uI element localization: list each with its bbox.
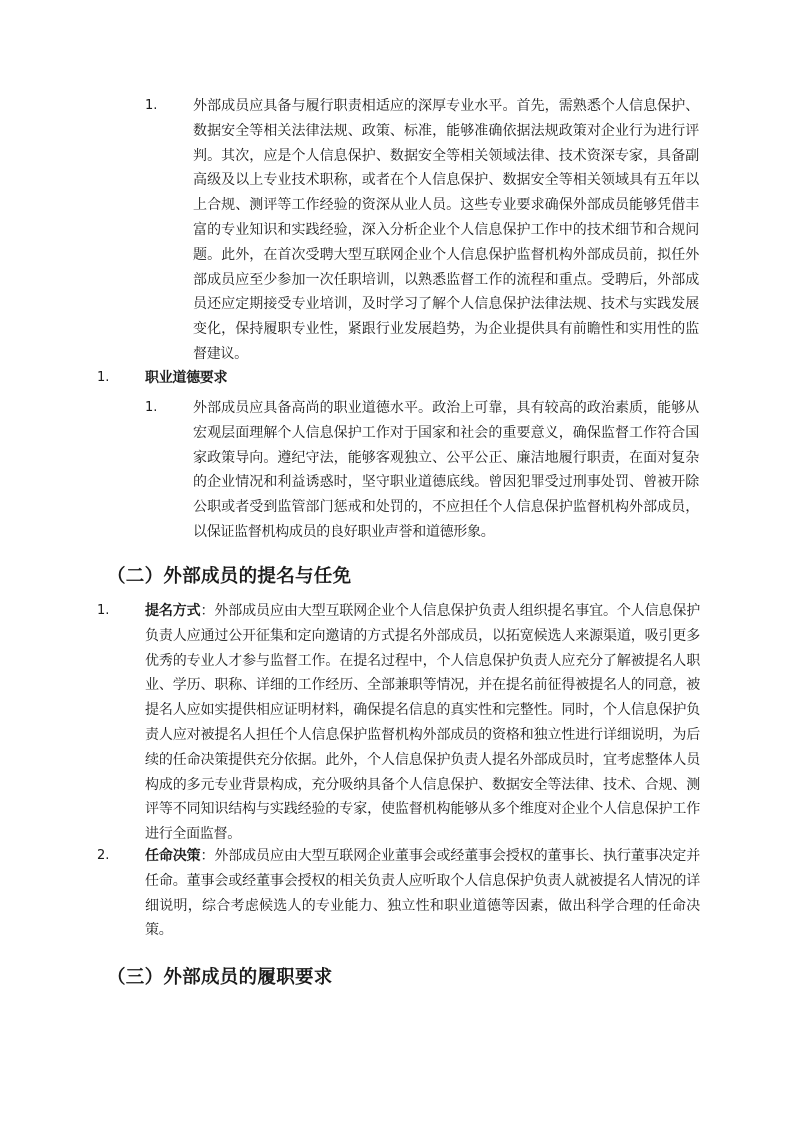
section-heading-nomination: （二）外部成员的提名与任免 (107, 566, 352, 587)
label-colon: ： (200, 603, 215, 619)
ethics-title: 职业道德要求 (145, 370, 228, 386)
appointment-label: 任命决策 (145, 848, 201, 864)
paragraph-ethics: 外部成员应具备高尚的职业道德水平。政治上可靠，具有较高的政治素质，能够从宏观层面理解个人信息保护工作对于国家和社会的重要意义，确保监督工作符合国家政策导向。遵纪守法，能够客观独立、公平公正、廉洁地履行职责，在面对复杂的企业情况和利益诱惑时，坚守职业道德底线。曾因犯罪受过刑事处罚、曾被开除公职或者受到监管部门惩戒和处罚的，不应担任个人信息保护监督机构外部成员，以保证监督机构成员的良好职业声誉和道德形象。 (193, 400, 699, 540)
section-heading-duties: （三）外部成员的履职要求 (107, 967, 333, 988)
list-number: 1. (145, 98, 158, 113)
label-colon: ： (200, 848, 215, 864)
list-number: 1. (97, 370, 110, 385)
nomination-text: 外部成员应由大型互联网企业个人信息保护负责人组织提名事宜。个人信息保护负责人应通过公开征集和定向邀请的方式提名外部成员，以拓宽候选人来源渠道，吸引更多优秀的专业人才参与监督工作。在提名过程中，个人信息保护负责人应充分了解被提名人职业、学历、职称、详细的工作经历、全部兼职等情况，并在提名前征得被提名人的同意，被提名人应如实提供相应证明材料，确保提名信息的真实性和完整性。同时，个人信息保护负责人应对被提名人担任个人信息保护监督机构外部成员的资格和独立性进行详细说明，为后续的任命决策提供充分依据。此外，个人信息保护负责人提名外部成员时，宜考虑整体人员构成的多元专业背景构成，充分吸纳具备个人信息保护、数据安全等法律、技术、合规、测评等不同知识结构与实践经验的专家，使监督机构能够从多个维度对企业个人信息保护工作进行全面监督。 (145, 603, 701, 843)
paragraph-nomination (145, 599, 700, 847)
appointment-text: 外部成员应由大型互联网企业董事会或经董事会授权的董事长、执行董事决定并任命。董事会或经董事会授权的相关负责人应听取个人信息保护负责人就被提名人情况的详细说明，综合考虑候选人的专业能力、独立性和职业道德等因素，做出科学合理的任命决策。 (145, 848, 701, 939)
paragraph-appointment (145, 844, 700, 943)
nomination-label: 提名方式 (145, 603, 201, 619)
list-number: 1. (145, 400, 158, 415)
paragraph-professional-level: 外部成员应具备与履行职责相适应的深厚专业水平。首先，需熟悉个人信息保护、数据安全等相关法律法规、政策、标准，能够准确依据法规政策对企业行为进行评判。其次，应是个人信息保护、数据安全等相关领域法律、技术资深专家，具备副高级及以上专业技术职称，或者在个人信息保护、数据安全等相关领域具有五年以上合规、测评等工作经验的资深从业人员。这些专业要求确保外部成员能够凭借丰富的专业知识和实践经验，深入分析企业个人信息保护工作中的技术细节和合规问题。此外，在首次受聘大型互联网企业个人信息保护监督机构外部成员前，拟任外部成员应至少参加一次任职培训，以熟悉监督工作的流程和重点。受聘后，外部成员还应定期接受专业培训，及时学习了解个人信息保护法律法规、技术与实践发展变化，保持履职专业性，紧跟行业发展趋势，为企业提供具有前瞻性和实用性的监督建议。 (193, 98, 699, 362)
list-number: 1. (97, 603, 110, 618)
list-number: 2. (97, 848, 110, 863)
